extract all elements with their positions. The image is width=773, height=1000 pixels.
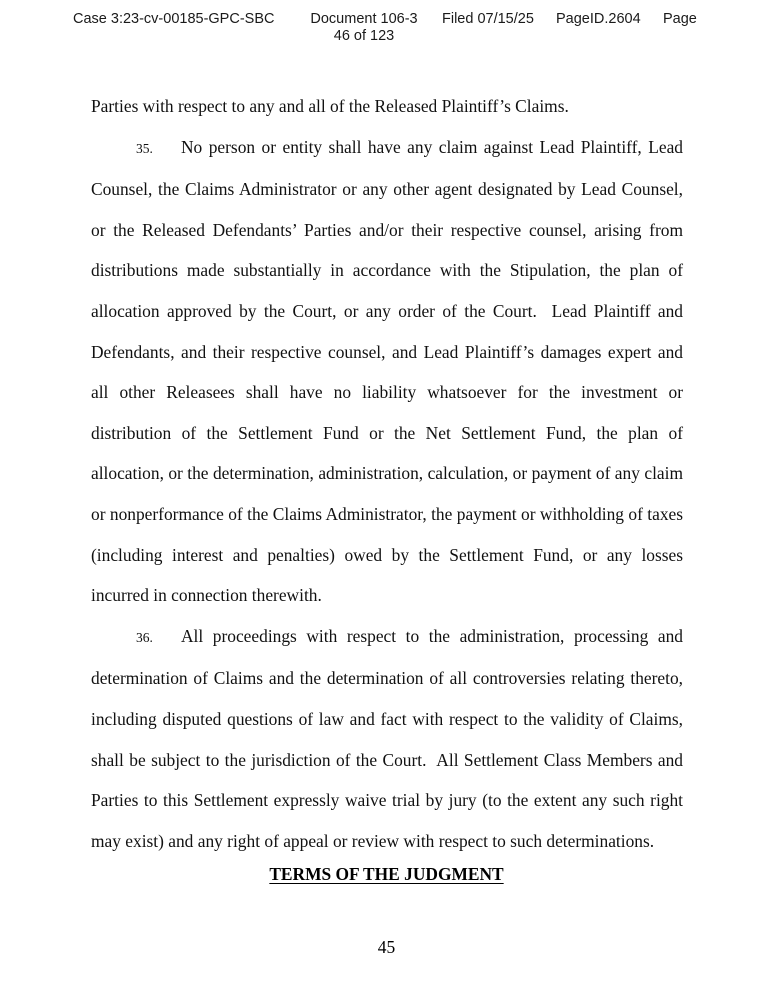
document-number bbox=[306, 11, 422, 45]
case-number: Case 3:23-cv-00185-GPC-SBC bbox=[73, 11, 275, 27]
document-body bbox=[91, 86, 683, 861]
section-heading bbox=[0, 862, 773, 886]
filed-date: Filed 07/15/25 bbox=[442, 11, 534, 27]
paragraph-number: 36. bbox=[136, 629, 153, 645]
continuation-text: Parties with respect to any and all of the Released Plaintiff’s Claims. bbox=[91, 96, 569, 116]
page-id: PageID.2604 bbox=[556, 11, 641, 27]
paragraph-36 bbox=[91, 616, 683, 862]
paragraph-text: All proceedings with respect to the administration, processing and determination of Claims and the determination of all controversies relating thereto, including disputed questions of law and fact with respect to the validity of Claims, shall be subject to the jurisdiction of the Court. All Settlement Class Members and Parties to this Settlement expressly waive trial by jury (to the extent any such right may exist) and any right of appeal or review with respect to such determinations. bbox=[91, 625, 683, 851]
paragraph-35 bbox=[91, 127, 683, 616]
paragraph-text: No person or entity shall have any claim against Lead Plaintiff, Lead Counsel, the Claims Administrator or any other agent designated by Lead Counsel, or the Released Defendants’ Parties and/or their respective counsel, arising from distributions made substantially in accordance with the Stipulation, the plan of allocation approved by the Court, or any order of the Court. Lead Plaintiff and Defendants, and their respective counsel, and Lead Plaintiff’s damages expert and all other Releasees shall have no liability whatsoever for the investment or distribution of the Settlement Fund or the Net Settlement Fund, the plan of allocation, or the determination, administration, calculation, or payment of any claim or nonperformance of the Claims Administrator, the payment or withholding of taxes (including interest and penalties) owed by the Settlement Fund, or any losses incurred in connection therewith. bbox=[91, 136, 683, 606]
document-header bbox=[0, 11, 773, 51]
document-pages: 46 of 123 bbox=[333, 28, 395, 44]
paragraph-number: 35. bbox=[136, 140, 153, 156]
document-id: Document 106-3 bbox=[310, 11, 418, 27]
page-number: 45 bbox=[377, 937, 396, 957]
page-label: Page bbox=[663, 11, 697, 27]
section-heading-text: TERMS OF THE JUDGMENT bbox=[269, 864, 504, 884]
